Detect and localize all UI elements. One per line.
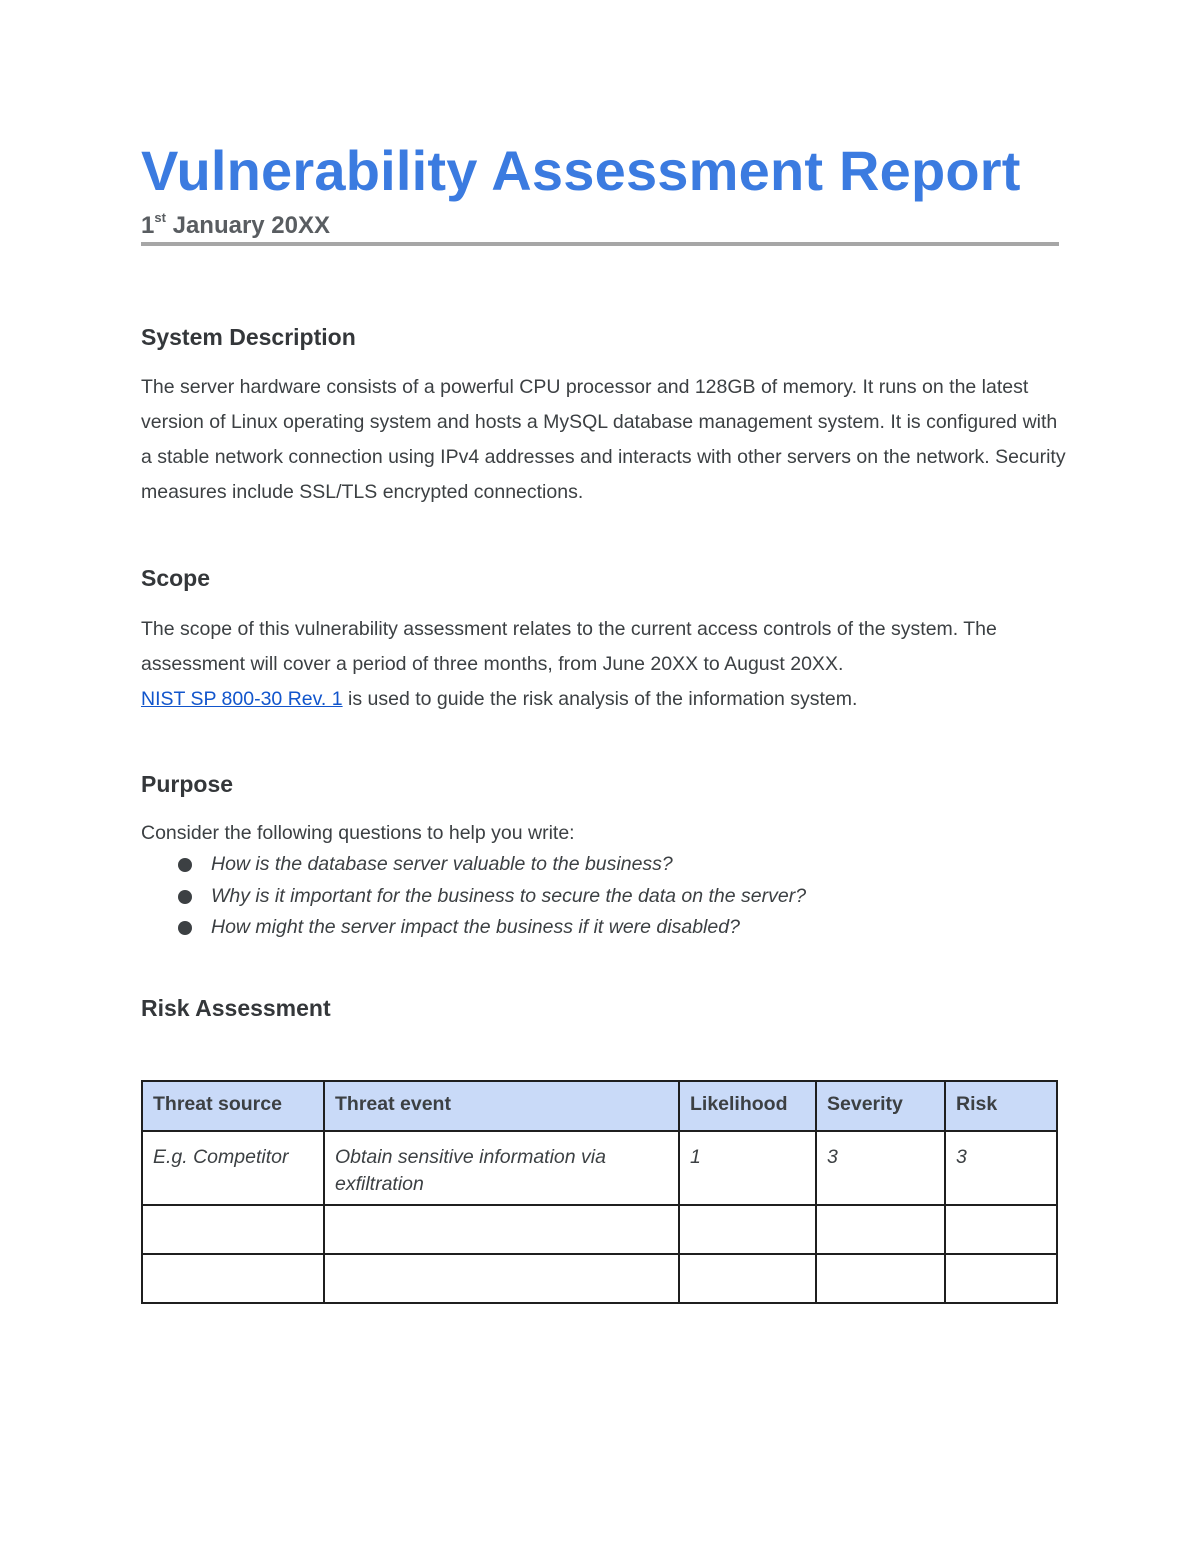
bullet-icon [178, 890, 192, 904]
question-text: How might the server impact the business if it were disabled? [211, 916, 740, 938]
table-cell[interactable] [679, 1254, 816, 1303]
scope-body [141, 612, 1071, 717]
column-header-threat-event: Threat event [324, 1081, 679, 1131]
table-cell[interactable] [679, 1205, 816, 1254]
table-cell[interactable]: 1 [679, 1131, 816, 1205]
table-row [142, 1254, 1057, 1303]
table-cell[interactable]: Obtain sensitive information via exfiltration [324, 1131, 679, 1205]
list-item [141, 912, 806, 944]
risk-assessment-table [141, 1080, 1058, 1304]
table-cell[interactable] [945, 1254, 1057, 1303]
system-description-body: The server hardware consists of a powerful CPU processor and 128GB of memory. It runs on the latest version of Linux operating system and hosts a MySQL database management system. It is configured with a stable network connection using IPv4 addresses and interacts with other servers on the network. Security measures include SSL/TLS encrypted connections. [141, 376, 1066, 503]
nist-reference-link[interactable]: NIST SP 800-30 Rev. 1 [141, 688, 343, 710]
scope-body-after-link: is used to guide the risk analysis of the information system. [342, 688, 858, 710]
column-header-risk: Risk [945, 1081, 1057, 1131]
purpose-question-list [141, 849, 806, 944]
list-item [141, 849, 806, 881]
table-cell[interactable] [324, 1254, 679, 1303]
report-title: Vulnerability Assessment Report [141, 139, 1021, 202]
table-row [142, 1205, 1057, 1254]
table-cell[interactable] [816, 1254, 945, 1303]
title-divider [141, 242, 1059, 246]
system-description-heading: System Description [141, 324, 356, 350]
report-date [141, 212, 330, 240]
scope-body-text: The scope of this vulnerability assessment relates to the current access controls of the system. The assessment will cover a period of three months, from June 20XX to August 20XX. [141, 618, 997, 675]
date-ordinal-suffix: st [154, 210, 166, 225]
column-header-severity: Severity [816, 1081, 945, 1131]
date-month-year: January 20XX [165, 212, 331, 239]
column-header-likelihood: Likelihood [679, 1081, 816, 1131]
table-header-row [142, 1081, 1057, 1131]
column-header-threat-source: Threat source [142, 1081, 324, 1131]
question-text: Why is it important for the business to secure the data on the server? [211, 884, 807, 907]
table-cell[interactable]: E.g. Competitor [142, 1131, 324, 1205]
bullet-icon [178, 858, 192, 872]
bullet-icon [178, 921, 192, 935]
question-text: How is the database server valuable to the business? [211, 853, 673, 875]
purpose-heading: Purpose [141, 771, 234, 797]
table-cell[interactable] [142, 1205, 324, 1254]
date-day: 1 [141, 212, 155, 239]
table-cell[interactable]: 3 [945, 1131, 1057, 1205]
list-item [141, 881, 806, 913]
table-cell[interactable] [816, 1205, 945, 1254]
table-cell[interactable]: 3 [816, 1131, 945, 1205]
risk-assessment-heading: Risk Assessment [141, 995, 331, 1021]
table-cell[interactable] [324, 1205, 679, 1254]
table-row [142, 1131, 1057, 1205]
table-cell[interactable] [945, 1205, 1057, 1254]
table-cell[interactable] [142, 1254, 324, 1303]
scope-heading: Scope [141, 565, 211, 591]
purpose-intro: Consider the following questions to help you write: [141, 822, 575, 844]
